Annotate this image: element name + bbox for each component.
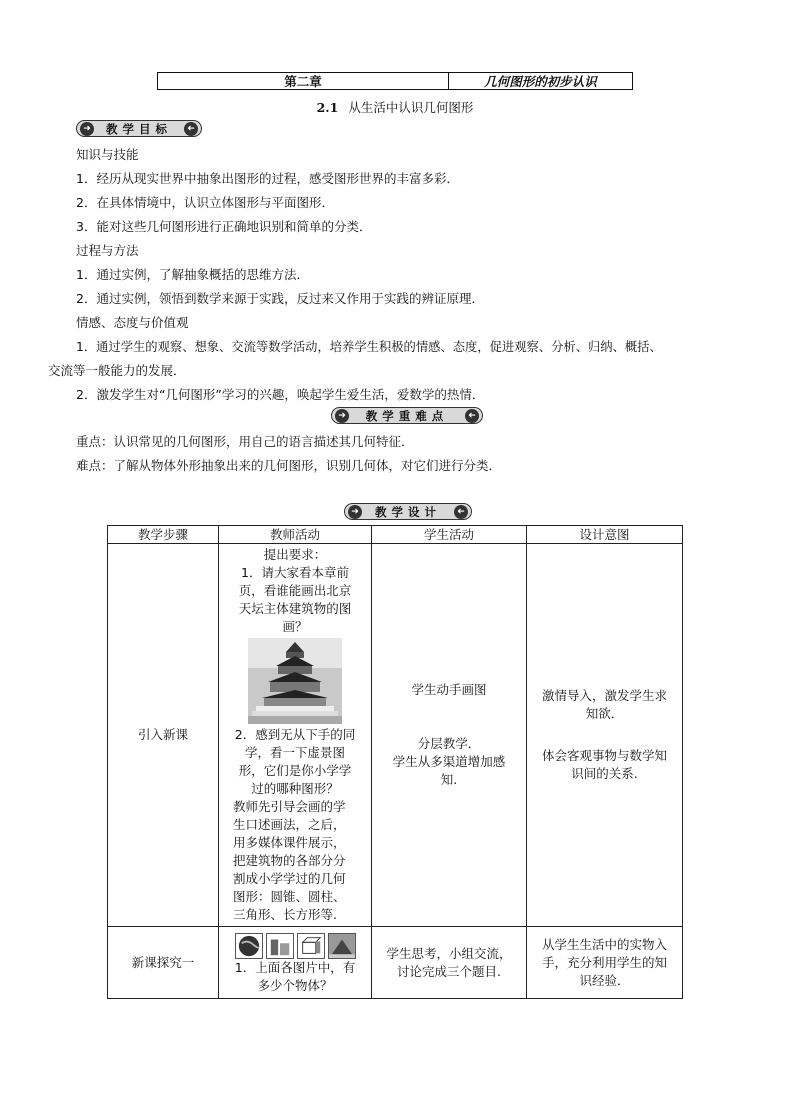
teacher-activity-cell — [219, 544, 372, 927]
column-header: 教学步骤 — [108, 526, 219, 544]
column-header: 学生活动 — [372, 526, 527, 544]
intent-text: 体会客观事物与数学知识间的关系. — [541, 748, 667, 781]
teacher-text: 2．感到无从下手的同学，看一下虚景图形，它们是你小学学过的哪种图形？ — [234, 727, 356, 796]
knowledge-item: 3．能对这些几何图形进行正确地识别和简单的分类． — [76, 219, 372, 234]
teacher-activity-cell — [219, 927, 372, 999]
intent-text: 激情导入，激发学生求知欲． — [541, 688, 667, 721]
chapter-header — [157, 72, 633, 90]
pyramid-thumbnail — [328, 933, 356, 959]
process-item: 2．通过实例，领悟到数学来源于实践，反过来又作用于实践的辨证原理． — [76, 291, 484, 306]
design-badge-label: 教学设计 — [375, 504, 441, 519]
focus-text: 重点：认识常见的几何图形，用自己的语言描述其几何特征． — [76, 434, 414, 449]
column-header: 设计意图 — [527, 526, 683, 544]
step-cell: 新课探究一 — [108, 927, 219, 999]
section-name: 从生活中认识几何图形 — [348, 100, 474, 115]
design-intent-cell: 从学生生活中的实物入手，充分利用学生的知识经验． — [527, 927, 683, 999]
key-points-badge — [331, 407, 483, 424]
section-number: 2.1 — [316, 100, 339, 115]
step-cell: 引入新课 — [108, 544, 219, 927]
cans-thumbnail — [266, 933, 294, 959]
process-item: 1．通过实例，了解抽象概括的思维方法． — [76, 267, 309, 282]
student-activity-cell: 学生思考，小组交流，讨论完成三个题目. — [372, 927, 527, 999]
emotion-item: 2．激发学生对“几何图形”学习的兴趣，唤起学生爱生活，爱数学的热情． — [76, 387, 485, 402]
arrow-left-icon: ➜ — [454, 505, 468, 519]
emotion-item: 1．通过学生的观察、想象、交流等数学活动，培养学生积极的情感、态度，促进观察、分析、归纳、概括、 — [76, 340, 662, 354]
teacher-text: 1．上面各图片中，有多少个物体？ — [234, 959, 356, 993]
design-table — [107, 525, 683, 999]
teacher-text: 提出要求： — [263, 547, 327, 562]
goals-badge-label: 教学目标 — [106, 121, 172, 136]
goals-badge — [76, 120, 202, 137]
arrow-right-icon: ➜ — [80, 122, 94, 136]
object-thumbnails — [233, 933, 357, 959]
design-badge — [344, 503, 472, 520]
chapter-title: 几何图形的初步认识 — [484, 74, 597, 89]
emotion-item-cont: 交流等一般能力的发展． — [48, 363, 186, 378]
teacher-text: 教师先引导会画的学生口述画法，之后，用多媒体课件展示，把建筑物的各部分分割成小学学过的几何图形：圆锥、圆柱、三角形、长方形等. — [233, 799, 346, 922]
column-header: 教师活动 — [219, 526, 372, 544]
chapter-number: 第二章 — [158, 73, 449, 89]
student-text: 分层教学． — [417, 736, 481, 751]
knowledge-heading: 知识与技能 — [76, 147, 139, 162]
section-title — [0, 98, 790, 116]
knowledge-item: 2．在具体情境中，认识立体图形与平面图形． — [76, 195, 334, 210]
difficulty-text: 难点：了解从物体外形抽象出来的几何图形，识别几何体，对它们进行分类． — [76, 458, 502, 473]
arrow-left-icon: ➜ — [184, 122, 198, 136]
teacher-text: 1．请大家看本章前页，看谁能画出北京天坛主体建筑物的图画？ — [238, 565, 352, 634]
temple-of-heaven-photo — [248, 638, 342, 724]
arrow-left-icon: ➜ — [465, 409, 479, 423]
student-text: 学生动手画图 — [411, 682, 487, 697]
box-thumbnail — [297, 933, 325, 959]
globe-thumbnail — [235, 933, 263, 959]
key-points-badge-label: 教学重难点 — [365, 408, 449, 423]
arrow-right-icon: ➜ — [335, 409, 349, 423]
design-intent-cell — [527, 544, 683, 927]
student-activity-cell — [372, 544, 527, 927]
student-text: 学生从多渠道增加感知. — [392, 754, 506, 787]
table-row — [108, 927, 683, 999]
arrow-right-icon: ➜ — [348, 505, 362, 519]
table-header-row — [108, 526, 683, 544]
knowledge-item: 1．经历从现实世界中抽象出图形的过程，感受图形世界的丰富多彩． — [76, 171, 459, 186]
table-row — [108, 544, 683, 927]
process-heading: 过程与方法 — [76, 243, 139, 258]
emotion-heading: 情感、态度与价值观 — [76, 315, 189, 330]
